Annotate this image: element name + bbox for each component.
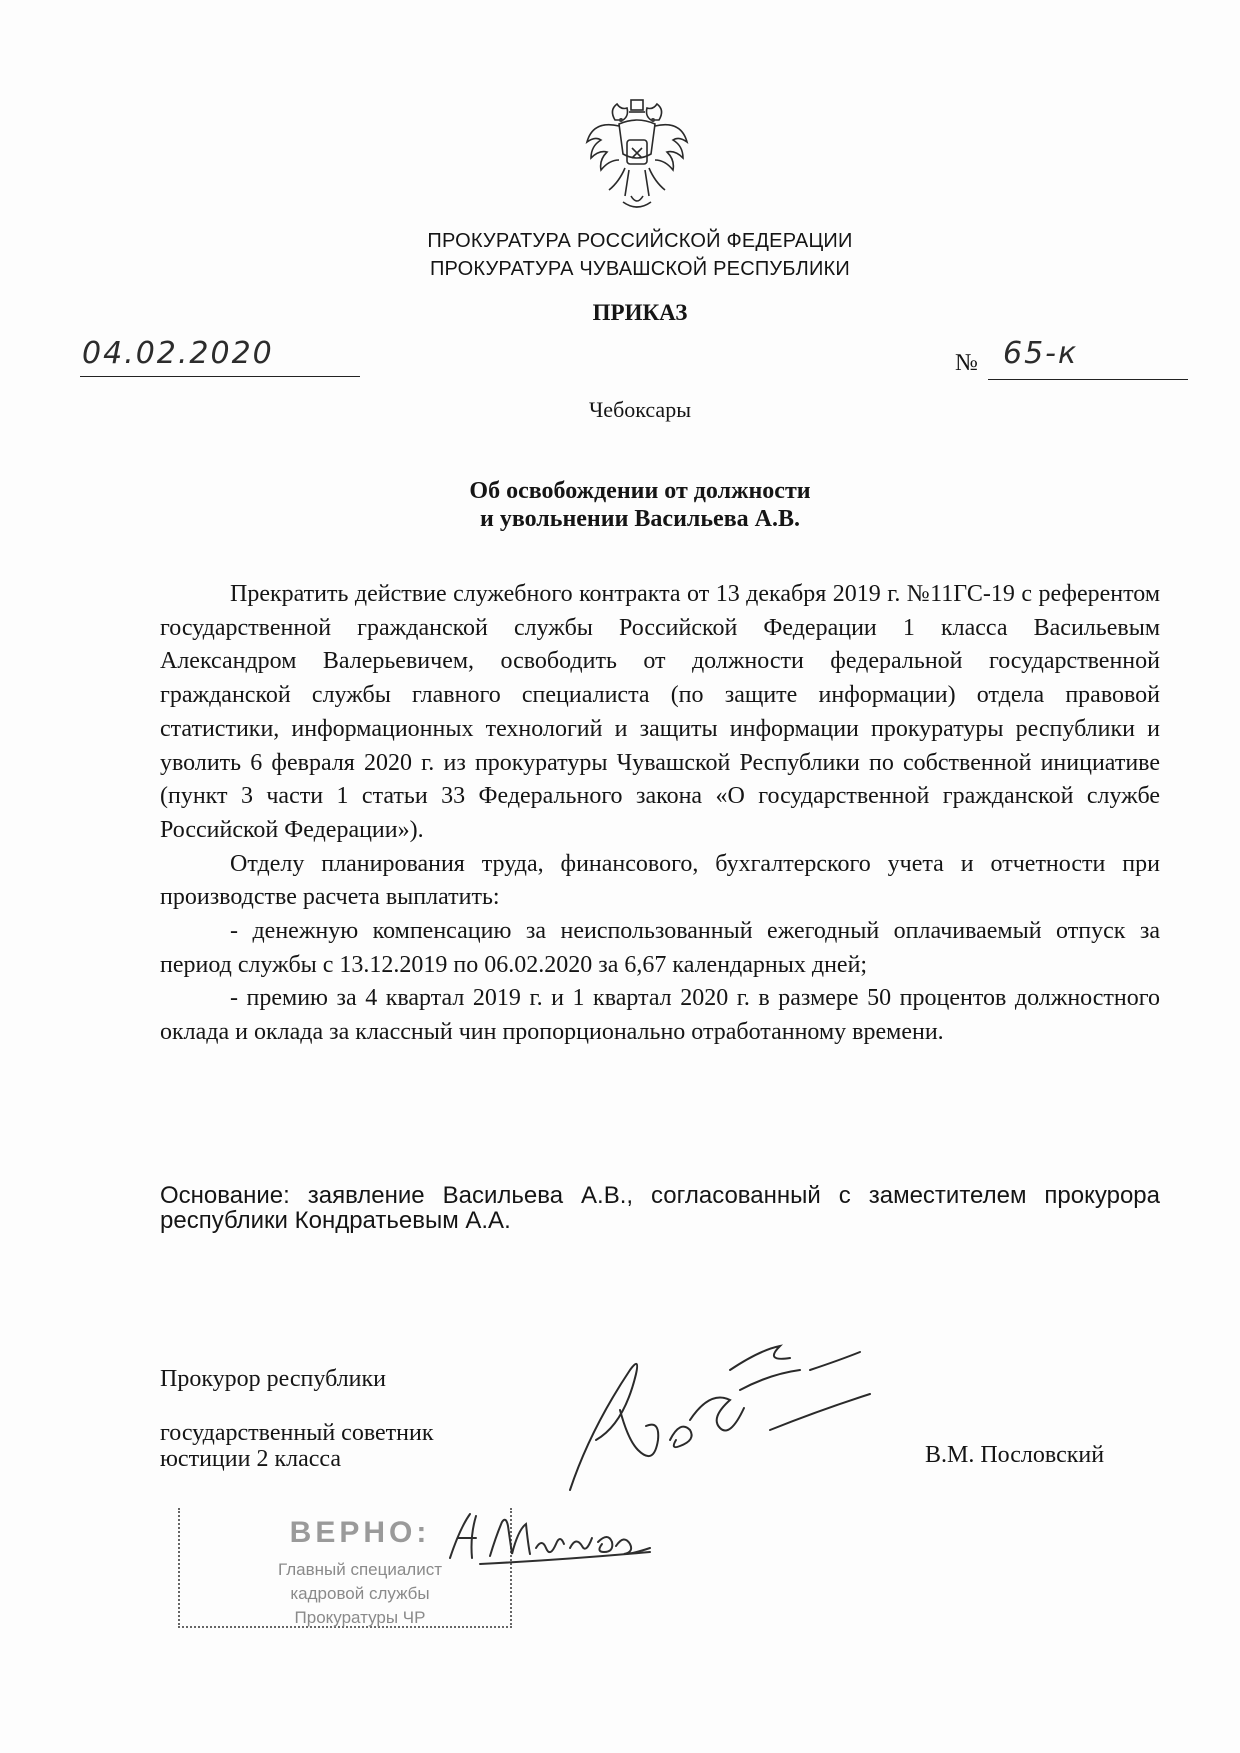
coat-of-arms-icon <box>585 98 689 212</box>
stamp-handwritten-signature <box>440 1508 660 1568</box>
body-paragraph: Отделу планирования труда, финансового, бухгалтерского учета и отчетности при производстве расчета выплатить: <box>160 850 1160 911</box>
number-underline <box>988 379 1188 380</box>
body-paragraph: - денежную компенсацию за неиспользованный ежегодный оплачиваемый отпуск за период службы с 13.12.2019 по 06.02.2020 за 6,67 календарных дней; <box>160 918 1160 978</box>
subject-line-2: и увольнении Васильева А.В. <box>479 506 801 532</box>
stamp-line-position: Главный специалист <box>277 1560 443 1579</box>
city: Чебоксары <box>589 397 691 422</box>
signatory-rank <box>160 1420 520 1472</box>
stamp-line-organization: Прокуратуры ЧР <box>294 1608 426 1627</box>
signatory-rank-line-1: государственный советник <box>160 1420 434 1446</box>
body-paragraph: - премию за 4 квартал 2019 г. и 1 квартал 2020 г. в размере 50 процентов должностного оклада и оклада за классный чин пропорционально отработанному времени. <box>160 985 1160 1046</box>
order-date: 04.02.2020 <box>82 336 274 371</box>
org-line-federal: ПРОКУРАТУРА РОССИЙСКОЙ ФЕДЕРАЦИИ <box>427 230 853 252</box>
signatory-rank-line-2: юстиции 2 класса <box>160 1446 341 1472</box>
order-number: 65-к <box>1003 336 1079 371</box>
org-line-regional: ПРОКУРАТУРА ЧУВАШСКОЙ РЕСПУБЛИКИ <box>429 258 850 280</box>
date-underline <box>80 376 360 377</box>
order-body <box>160 578 1160 1050</box>
signatory-post: Прокурор республики <box>160 1366 387 1392</box>
basis-note: Основание: заявление Васильева А.В., согласованный с заместителем прокурора республики Кондратьевым А.А. <box>160 1182 1160 1234</box>
subject-line-1: Об освобождении от должности <box>469 478 811 504</box>
stamp-certified-label: ВЕРНО: <box>289 1516 431 1549</box>
body-paragraph: Прекратить действие служебного контракта от 13 декабря 2019 г. №11ГС-19 с референтом государственной гражданской службы Российской Федерации 1 класса Васильевым Александром Валерьевичем, освободить от должности федеральной государственной гражданской службы главного специалиста (по защите информации) отдела правовой статистики, информационных технологий и защиты информации прокуратуры республики и уволить 6 февраля 2020 г. из прокуратуры Чувашской Республики по собственной инициативе (пункт 3 части 1 статьи 33 Федерального закона «О государственной гражданской службе Российской Федерации»). <box>160 581 1160 843</box>
stamp-line-department: кадровой службы <box>290 1584 430 1603</box>
signatory-name: В.М. Пословский <box>925 1442 1105 1468</box>
handwritten-signature <box>560 1330 960 1500</box>
document-type-title: ПРИКАЗ <box>592 300 688 325</box>
number-sign: № <box>955 350 978 376</box>
